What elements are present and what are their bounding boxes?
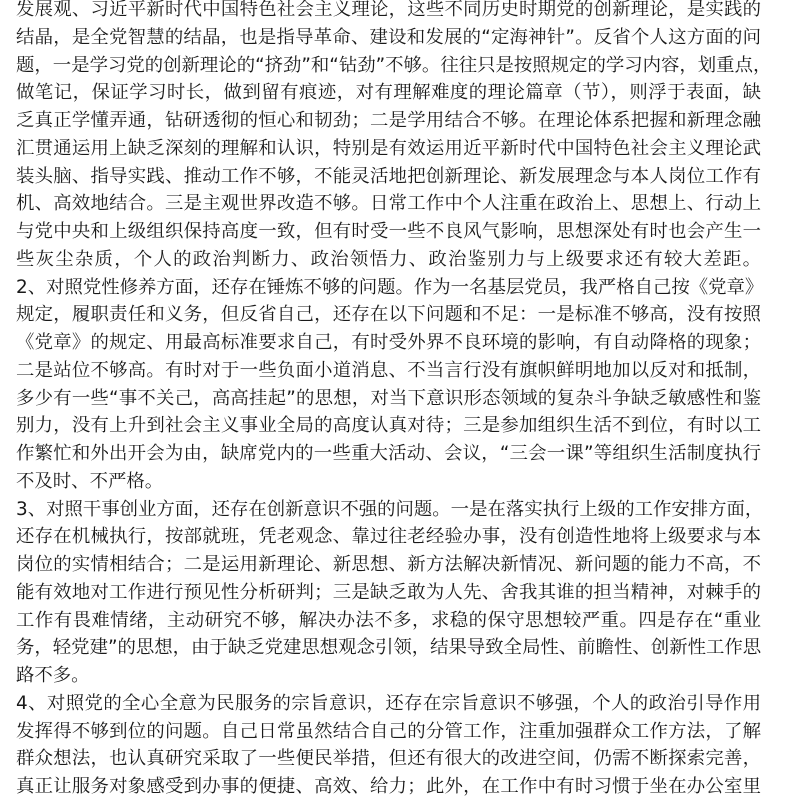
text-line: 还存在机械执行，按部就班，凭老观念、靠过往老经验办事，没有创造性地将上级要求与本: [16, 526, 761, 548]
text-line: 3、对照干事创业方面，还存在创新意识不强的问题。一是在落实执行上级的工作安排方面，: [16, 498, 764, 520]
text-line: 乏真正学懂弄通，钻研透彻的恒心和韧劲；二是学用结合不够。在理论体系把握和新理念融: [16, 110, 761, 131]
text-line: 不及时、不严格。: [16, 470, 164, 492]
text-line: 规定，履职责任和义务，但反省自己，还存在以下问题和不足：一是标准不够高，没有按照: [16, 304, 761, 326]
text-line: 做笔记，保证学习时长，做到留有痕迹，对有理解难度的理论篇章（节），则浮于表面，缺: [16, 82, 761, 104]
text-line: 结晶，是全党智慧的结晶，也是指导革命、建设和发展的“定海神针”。反省个人这方面的问: [16, 26, 761, 48]
text-line: 汇贯通运用上缺乏深刻的理解和认识，特别是有效运用近平新时代中国特色社会主义理论武: [16, 137, 761, 159]
text-line: 务，轻党建”的思想，由于缺乏党建思想观念引领，结果导致全局性、前瞻性、创新性工作思: [16, 637, 762, 659]
text-line: 能有效地对工作进行预见性分析研判；三是缺乏敢为人先、舍我其谁的担当精神，对棘手的: [16, 581, 761, 603]
text-line: 《党章》的规定、用最高标准要求自己，有时受外界不良环境的影响，有自动降格的现象；: [16, 332, 761, 353]
text-line: 些灰尘杂质，个人的政治判断力、政治领悟力、政治鉴别力与上级要求还有较大差距。: [16, 248, 761, 270]
text-line: 路不多。: [16, 665, 90, 686]
text-line: 工作有畏难情绪，主动研究不够，解决办法不多，求稳的保守思想较严重。四是存在“重业: [16, 609, 761, 631]
text-line: 2、对照党性修养方面，还存在锤炼不够的问题。作为一名基层党员，我严格自己按《党章》: [16, 276, 764, 298]
text-line: 4、对照党的全心全意为民服务的宗旨意识，还存在宗旨意识不够强，个人的政治引导作用: [16, 692, 761, 714]
document-body: [16, 0, 772, 801]
text-line: 别力，没有上升到社会主义事业全局的高度认真对待；三是参加组织生活不到位，有时以工: [16, 415, 761, 437]
text-line: 装头脑、指导实践、推动工作不够，不能灵活地把创新理论、新发展理念与本人岗位工作有: [16, 165, 761, 187]
text-line: 机、高效地结合。三是主观世界改造不够。日常工作中个人注重在政治上、思想上、行动上: [16, 193, 761, 215]
text-line: 与党中央和上级组织保持高度一致，但有时受一些不良风气影响，思想深处有时也会产生一: [16, 221, 761, 242]
text-line: 多少有一些“事不关己，高高挂起”的思想，对当下意识形态领域的复杂斗争缺乏敏感性和鉴: [16, 387, 761, 409]
text-line: 岗位的实情相结合；二是运用新理论、新思想、新方法解决新情况、新问题的能力不高，不: [16, 554, 761, 575]
text-line: 作繁忙和外出开会为由，缺席党内的一些重大活动、会议，“三会一课”等组织生活制度执行: [16, 443, 761, 464]
text-line: 群众想法，也认真研究采取了一些便民举措，但还有很大的改进空间，仍需不断探索完善，: [16, 748, 761, 770]
text-line: 发展观、习近平新时代中国特色社会主义理论，这些不同历史时期党的创新理论，是实践的: [16, 0, 761, 20]
text-line: 发挥得不够到位的问题。自己日常虽然结合自己的分管工作，注重加强群众工作方法，了解: [16, 720, 761, 742]
text-line: 题，一是学习党的创新理论的“挤劲”和“钻劲”不够。往往只是按照规定的学习内容，划重点，: [16, 54, 772, 76]
text-line: 二是站位不够高。有时对于一些负面小道消息、不当言行没有旗帜鲜明地加以反对和抵制，: [16, 359, 761, 381]
text-line: 真正让服务对象感受到办事的便捷、高效、给力；此外，在工作中有时习惯于坐在办公室里: [16, 776, 761, 797]
